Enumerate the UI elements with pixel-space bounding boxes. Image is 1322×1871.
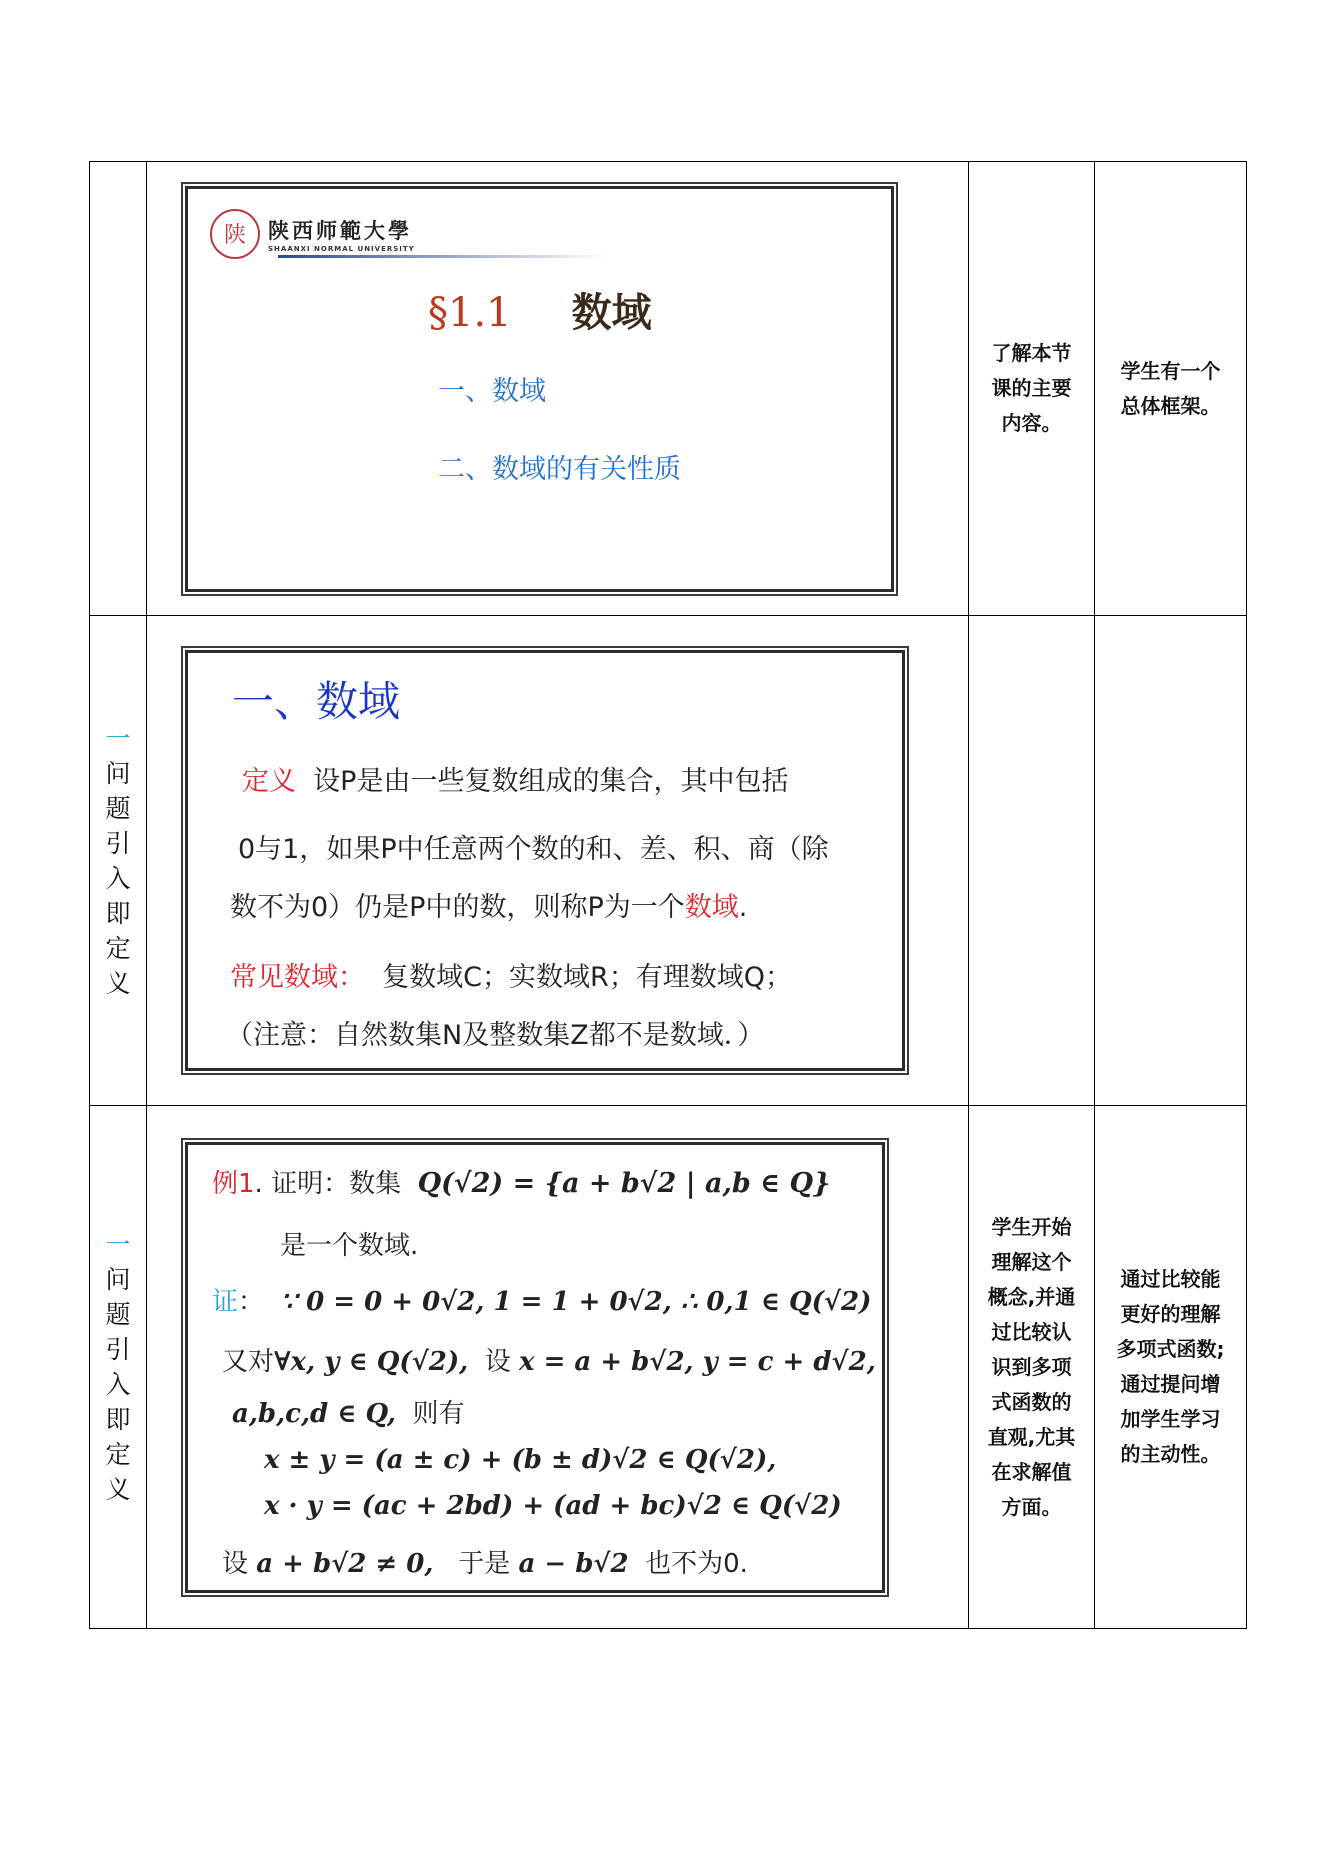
note-line: 加学生学习 — [1120, 1407, 1221, 1431]
slide-overview — [185, 186, 894, 592]
proof-math: a,b,c,d ∈ Q, — [232, 1398, 396, 1429]
section-label-cell — [90, 162, 147, 616]
definition-label: 定义 — [242, 766, 296, 797]
example-line — [212, 1163, 830, 1200]
section-label-char: 即 — [105, 898, 131, 928]
section-label-char: 义 — [105, 1475, 131, 1504]
definition-text: 数不为0）仍是P中的数，则称P为一个 — [230, 892, 685, 923]
section-label-char: 入 — [105, 863, 131, 893]
note-line: （注意：自然数集N及整数集Z都不是数域．） — [226, 1020, 765, 1051]
definition-line — [230, 885, 747, 924]
logo-cn-text: 陕西师範大學 — [268, 217, 412, 243]
note-line: 理解这个 — [991, 1249, 1072, 1274]
note-line: 了解本节 — [991, 341, 1072, 365]
term-highlight: 数域 — [684, 892, 739, 923]
note-line: 通过提问增 — [1120, 1372, 1221, 1396]
note-line: 过比较认 — [991, 1319, 1072, 1344]
note-line: 识到多项 — [991, 1354, 1072, 1379]
note-line: 在求解值 — [991, 1459, 1072, 1484]
note-line: 学生开始 — [991, 1214, 1072, 1239]
slide-heading: 一、数域 — [232, 677, 401, 726]
section-label-char: 问 — [105, 1265, 131, 1294]
example-label: 例1 — [212, 1168, 255, 1199]
student-note-cell — [1095, 162, 1247, 616]
proof-text: 则有 — [412, 1398, 465, 1429]
teacher-note-cell — [969, 1106, 1095, 1629]
university-logo — [210, 209, 415, 259]
note-line: 概念,并通 — [987, 1284, 1076, 1309]
example-line: 是一个数域. — [280, 1230, 419, 1261]
logo-seal-icon: 陕 — [210, 209, 260, 259]
section-label-cell — [90, 1106, 147, 1629]
proof-line — [222, 1543, 748, 1580]
student-note-cell — [1095, 616, 1247, 1106]
proof-math: x = a + b√2, y = c + d√2, — [519, 1346, 876, 1377]
proof-text: 又对 — [222, 1346, 275, 1377]
note-line: 方面。 — [1001, 1494, 1062, 1519]
proof-text: 于是 — [458, 1548, 511, 1579]
teacher-note-cell — [969, 616, 1095, 1106]
title-text: 数域 — [571, 288, 652, 336]
table-row — [90, 162, 1247, 616]
note-line: 多项式函数; — [1116, 1337, 1225, 1361]
section-label-char: 即 — [105, 1405, 131, 1434]
proof-text: 设 — [222, 1548, 249, 1579]
section-label-char: 题 — [105, 1300, 131, 1329]
proof-colon: ： — [238, 1286, 265, 1317]
note-line: 的主动性。 — [1120, 1442, 1221, 1466]
proof-math: a + b√2 ≠ 0, — [256, 1548, 434, 1579]
common-fields-label: 常见数域： — [230, 962, 365, 993]
section-label-char: 题 — [105, 793, 131, 823]
title-number: §1.1 — [428, 289, 512, 336]
proof-line — [264, 1445, 776, 1475]
definition-line — [242, 759, 788, 798]
section-label-char: 义 — [105, 968, 131, 998]
definition-text: 设P是由一些复数组成的集合，其中包括 — [313, 766, 789, 797]
common-fields-line — [230, 955, 792, 994]
note-line: 学生有一个 — [1120, 358, 1221, 383]
table-row — [90, 1106, 1247, 1629]
note-line: 通过比较能 — [1120, 1267, 1221, 1291]
slide-cell — [147, 616, 969, 1106]
slide-example — [185, 1142, 885, 1593]
section-label-char: 定 — [105, 1440, 131, 1469]
slide-cell — [147, 162, 969, 616]
proof-math: ∵ 0 = 0 + 0√2, 1 = 1 + 0√2, ∴ 0,1 ∈ Q(√2) — [280, 1286, 872, 1317]
proof-line — [232, 1393, 465, 1430]
logo-divider — [278, 255, 608, 258]
proof-math: x ± y = (a ± c) + (b ± d)√2 ∈ Q(√2), — [264, 1444, 777, 1475]
note-line: 内容。 — [1001, 411, 1062, 435]
section-label-char: 问 — [105, 758, 131, 788]
section-label-char: 一 — [105, 723, 131, 753]
section-label-char: 引 — [105, 828, 131, 858]
student-note-cell — [1095, 1106, 1247, 1629]
common-fields-text: 复数域C；实数域R；有理数域Q； — [382, 962, 793, 993]
lesson-plan-table — [89, 161, 1247, 1629]
slide-title — [428, 281, 652, 338]
proof-math: ∀x, y ∈ Q(√2), — [274, 1346, 469, 1377]
slide-definition — [185, 650, 905, 1071]
example-text: . 证明：数集 — [254, 1168, 402, 1199]
logo-en-text: SHAANXI NORMAL UNIVERSITY — [268, 244, 415, 253]
proof-line — [264, 1491, 842, 1521]
definition-line: 0与1，如果P中任意两个数的和、差、积、商（除 — [238, 834, 829, 865]
proof-math: x · y = (ac + 2bd) + (ad + bc)√2 ∈ Q(√2) — [264, 1490, 842, 1521]
example-set: Q(√2) = {a + b√2 | a,b ∈ Q} — [417, 1167, 831, 1199]
section-label-char: 定 — [105, 933, 131, 963]
note-line: 直观,尤其 — [987, 1424, 1076, 1449]
definition-text: . — [738, 892, 748, 923]
proof-label: 证 — [212, 1286, 239, 1317]
note-line: 课的主要 — [991, 376, 1072, 400]
proof-text: 设 — [484, 1346, 511, 1377]
section-label-char: 入 — [105, 1370, 131, 1399]
teacher-note-cell — [969, 162, 1095, 616]
note-line: 更好的理解 — [1120, 1302, 1221, 1326]
note-line: 总体框架。 — [1120, 393, 1221, 418]
outline-item: 一、数域 — [438, 375, 546, 407]
note-line: 式函数的 — [991, 1389, 1072, 1414]
table-row — [90, 616, 1247, 1106]
outline-item: 二、数域的有关性质 — [438, 453, 681, 485]
proof-line — [212, 1281, 871, 1318]
proof-text: 也不为0. — [645, 1548, 748, 1579]
section-label-char: 一 — [105, 1230, 131, 1259]
proof-math: a − b√2 — [518, 1548, 629, 1579]
section-label-char: 引 — [105, 1335, 131, 1364]
section-label-cell — [90, 616, 147, 1106]
proof-line — [222, 1341, 876, 1378]
slide-cell — [147, 1106, 969, 1629]
